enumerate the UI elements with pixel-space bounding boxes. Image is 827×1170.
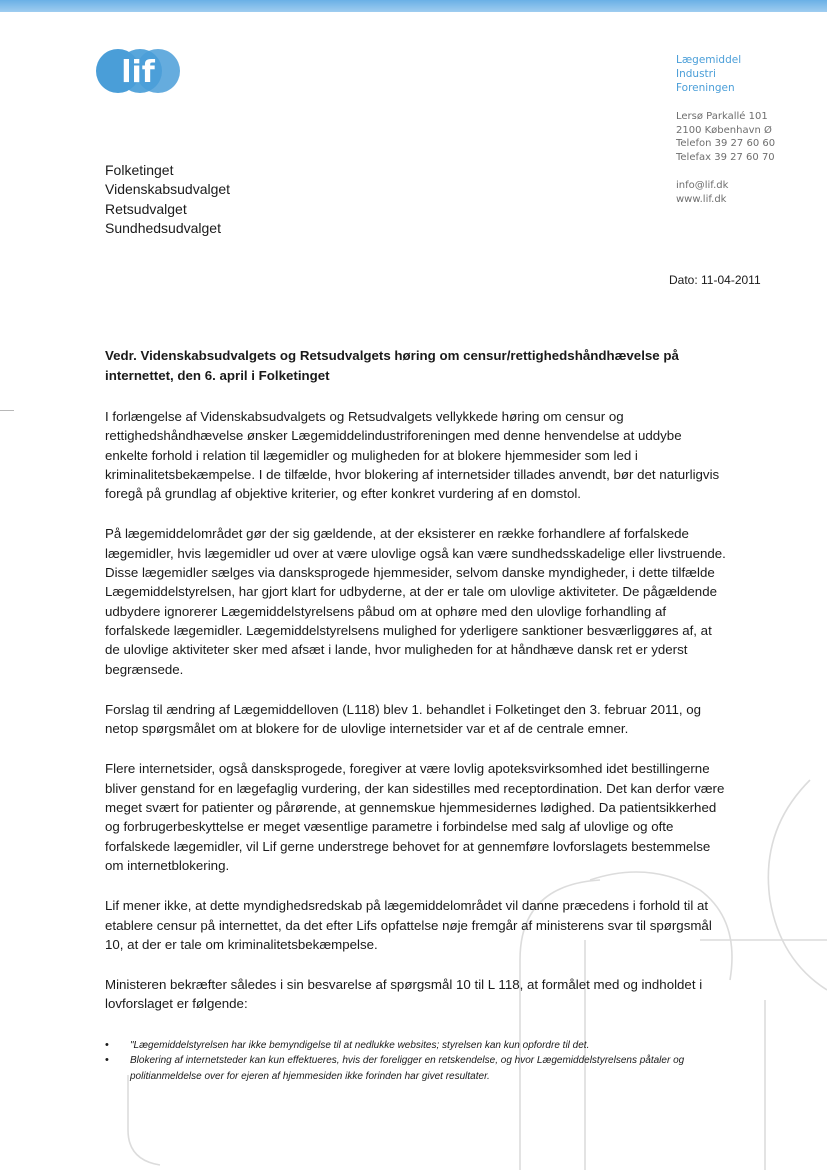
address-line: Lersø Parkallé 101 <box>676 111 768 122</box>
body-paragraph: Flere internetsider, også dansksprogede, foregiver at være lovlig apoteksvirksomhed idet bestillingerne bliver genstand for en lægefaglig vurdering, der kan sidestilles med receptordination. Det kan derfor være meget svært for patienter og pårørende, at gennemskue hjemmesidernes lødighed. Da patientsikkerhed og forbrugerbeskyttelse er meget væsentlige parametre i forbindelse med salg af ulovlige og ofte forfalskede lægemidler, vil Lif gerne understrege behovet for at gennemføre lovforslagets bestemmelse om internetblokering. <box>105 761 725 873</box>
org-name-line: Industri <box>676 68 716 80</box>
quoted-list <box>105 1038 727 1085</box>
recipient-line: Retsudvalget <box>105 200 187 217</box>
org-name-line: Lægemiddel <box>676 54 742 66</box>
quote-item: • "Lægemiddelstyrelsen har ikke bemyndigelse til at nedlukke websites; styrelsen kan kun opfordre til det. <box>130 1038 727 1054</box>
lif-logo <box>94 46 182 96</box>
recipient-line: Folketinget <box>105 162 174 178</box>
recipient-line: Sundhedsudvalget <box>105 219 221 236</box>
body-paragraph: Ministeren bekræfter således i sin besvarelse af spørgsmål 10 til L 118, at formålet med og indholdet i lovforslaget er følgende: <box>105 977 703 1012</box>
punch-margin-mark <box>0 410 14 411</box>
org-name-line: Foreningen <box>676 82 735 94</box>
body-paragraph: Lif mener ikke, at dette myndighedsredskab på lægemiddelområdet vil danne præcedens i forhold til at etablere censur på internettet, da det efter Lifs opfattelse nøje fremgår af ministerens svar til spørgsmål 10, at der er tale om kriminalitetsbekæmpelse. <box>105 898 712 952</box>
recipient-block <box>105 161 230 238</box>
fax-line: Telefax 39 27 60 70 <box>676 151 775 163</box>
body-paragraph: På lægemiddelområdet gør der sig gældende, at der eksisterer en række forhandlere af forfalskede lægemidler, hvis lægemidler ud over at være ulovlige også kan være sundhedsskadelige eller livstruende. Disse lægemidler sælges via dansksprogede hjemmesider, selvom danske myndigheder, i dette tilfælde Lægemiddelstyrelsen, har gjort klart for udbyderne, at der er tale om ulovlige aktiviteter. De pågældende udbydere ignorerer Lægemiddelstyrelsens påbud om at ophøre med den ulovlige forhandling af forfalskede lægemidler. Lægemiddelstyrelsens mulighed for yderligere sanktioner besværliggøres af, at de ulovlige aktiviteter sker med afsæt i lande, hvor muligheden for at håndhæve dansk ret er yderst begrænsede. <box>105 526 726 677</box>
website-line: www.lif.dk <box>676 193 727 205</box>
organization-name <box>676 53 816 95</box>
letter-body <box>105 407 727 1084</box>
address-line: 2100 København Ø <box>676 124 772 136</box>
recipient-line: Videnskabsudvalget <box>105 181 231 198</box>
letter-subject: Vedr. Videnskabsudvalgets og Retsudvalgets høring om censur/rettighedshåndhævelse på internettet, den 6. april i Folketinget <box>105 348 679 383</box>
body-paragraph: I forlængelse af Videnskabsudvalgets og Retsudvalgets vellykkede høring om censur og rettighedshåndhævelse ønsker Lægemiddelindustriforeningen med denne henvendelse at uddybe enkelte forhold i relation til lægemidler og muligheden for at blokere hjemmesider som led i kriminalitetsbekæmpelse. I de tilfælde, hvor blokering af internetsider tillades anvendt, bør det naturligvis foregå på grundlag af objektive kriterier, og efter konkret vurdering af en domstol. <box>105 409 720 502</box>
top-color-band <box>0 0 827 12</box>
letter-date: Dato: 11-04-2011 <box>669 273 761 287</box>
organization-address <box>676 110 816 164</box>
quote-item: • Blokering af internetsteder kan kun effektueres, hvis der foreligger en retskendelse, og hvor Lægemiddelstyrelsens påtaler og politianmeldelse over for ejeren af hjemmesiden ikke forinden har givet resultater. <box>130 1053 727 1084</box>
phone-line: Telefon 39 27 60 60 <box>676 138 776 149</box>
body-paragraph: Forslag til ændring af Lægemiddelloven (L118) blev 1. behandlet i Folketinget den 3. februar 2011, og netop spørgsmålet om at blokere for de ulovlige internetsider var et af de centrale emner. <box>105 701 702 737</box>
logo-text: lif <box>121 55 155 90</box>
email-line: info@lif.dk <box>676 180 729 191</box>
organization-contact <box>676 179 816 206</box>
